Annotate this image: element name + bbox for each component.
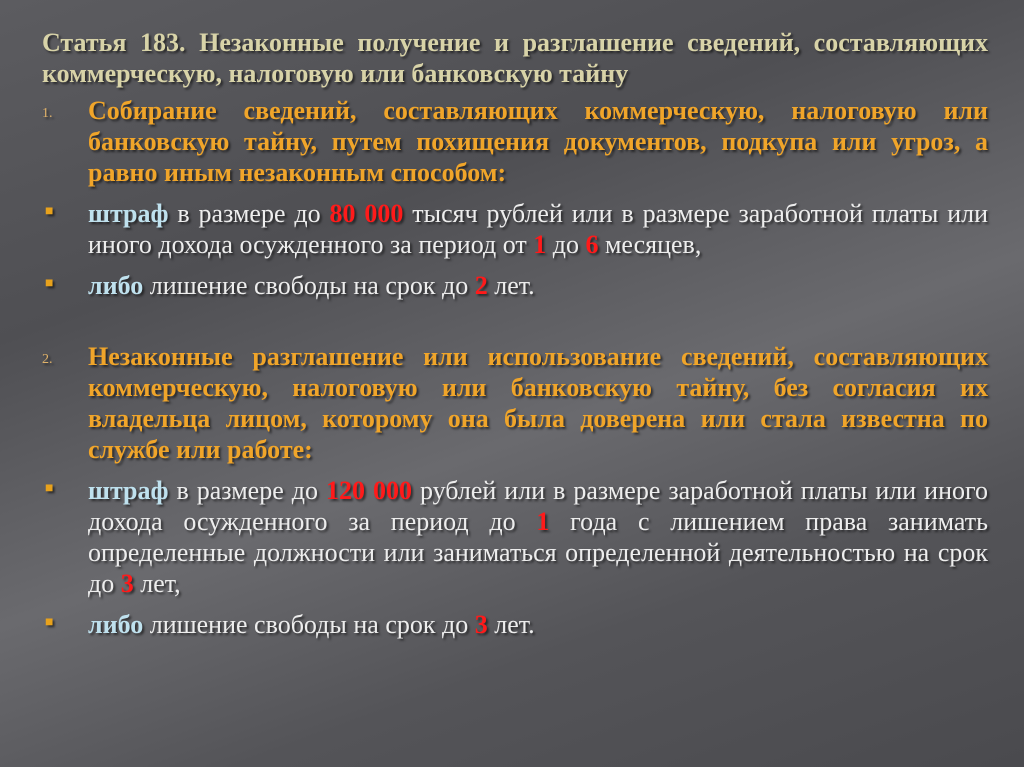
penalty-number: 6 (585, 230, 599, 259)
penalty-keyword: либо (88, 271, 144, 300)
square-bullet-icon: ■ (45, 276, 54, 291)
penalty-text-part: года с лишением права занимать определенные должности или заниматься определенной деятельностью на срок до (88, 507, 989, 598)
penalty-text-part: лет. (487, 610, 535, 639)
penalty-number: 3 (120, 569, 134, 598)
penalty-item (42, 198, 988, 260)
section-heading-text: Собирание сведений, составляющих коммерческую, налоговую или банковскую тайну, путем похищения документов, подкупа или угроз, а равно иным незаконным способом: (88, 96, 988, 187)
penalty-text-part: лет. (487, 271, 535, 300)
penalty-number: 1 (533, 230, 547, 259)
penalty-text (88, 609, 988, 640)
penalty-text (88, 198, 988, 260)
penalty-text (88, 270, 988, 301)
penalty-keyword: либо (88, 610, 144, 639)
section-number: 2. (42, 352, 53, 367)
penalty-text-part: лишение свободы на срок до (143, 610, 475, 639)
penalty-text-part: лишение свободы на срок до (143, 271, 475, 300)
penalty-item (42, 270, 988, 301)
square-bullet-icon: ■ (45, 204, 54, 219)
penalty-number: 80 000 (329, 199, 404, 228)
penalty-text-part: лет, (133, 569, 181, 598)
slide-title: Статья 183. Незаконные получение и разглашение сведений, составляющих коммерческую, налоговую или банковскую тайну (42, 28, 988, 88)
penalty-text-part: тысяч рублей или в размере заработной платы или иного дохода осужденного за период от (88, 199, 989, 259)
penalty-number: 120 000 (325, 476, 412, 505)
penalty-text-part: месяцев, (598, 230, 702, 259)
section-1-heading (42, 95, 988, 188)
section-heading-text: Незаконные разглашение или использование сведений, составляющих коммерческую, налоговую или банковскую тайну, без согласия их владельца лицом, которому она была доверена или стала известна по службе или работе: (88, 342, 988, 464)
penalty-text-part: рублей или в размере заработной платы или иного дохода осужденного за период до (88, 476, 989, 536)
penalty-number: 3 (474, 610, 488, 639)
penalty-keyword: штраф (88, 199, 169, 228)
penalty-text-part: в размере до (168, 476, 326, 505)
square-bullet-icon: ■ (45, 481, 54, 496)
penalty-number: 1 (536, 507, 550, 536)
penalty-text (88, 475, 988, 599)
penalty-keyword: штраф (88, 476, 169, 505)
penalty-number: 2 (474, 271, 488, 300)
square-bullet-icon: ■ (45, 615, 54, 630)
penalty-text-part: в размере до (168, 199, 330, 228)
penalty-text-part: до (546, 230, 586, 259)
section-number: 1. (42, 106, 53, 121)
penalty-item (42, 609, 988, 640)
penalty-item (42, 475, 988, 599)
section-2-heading (42, 341, 988, 465)
